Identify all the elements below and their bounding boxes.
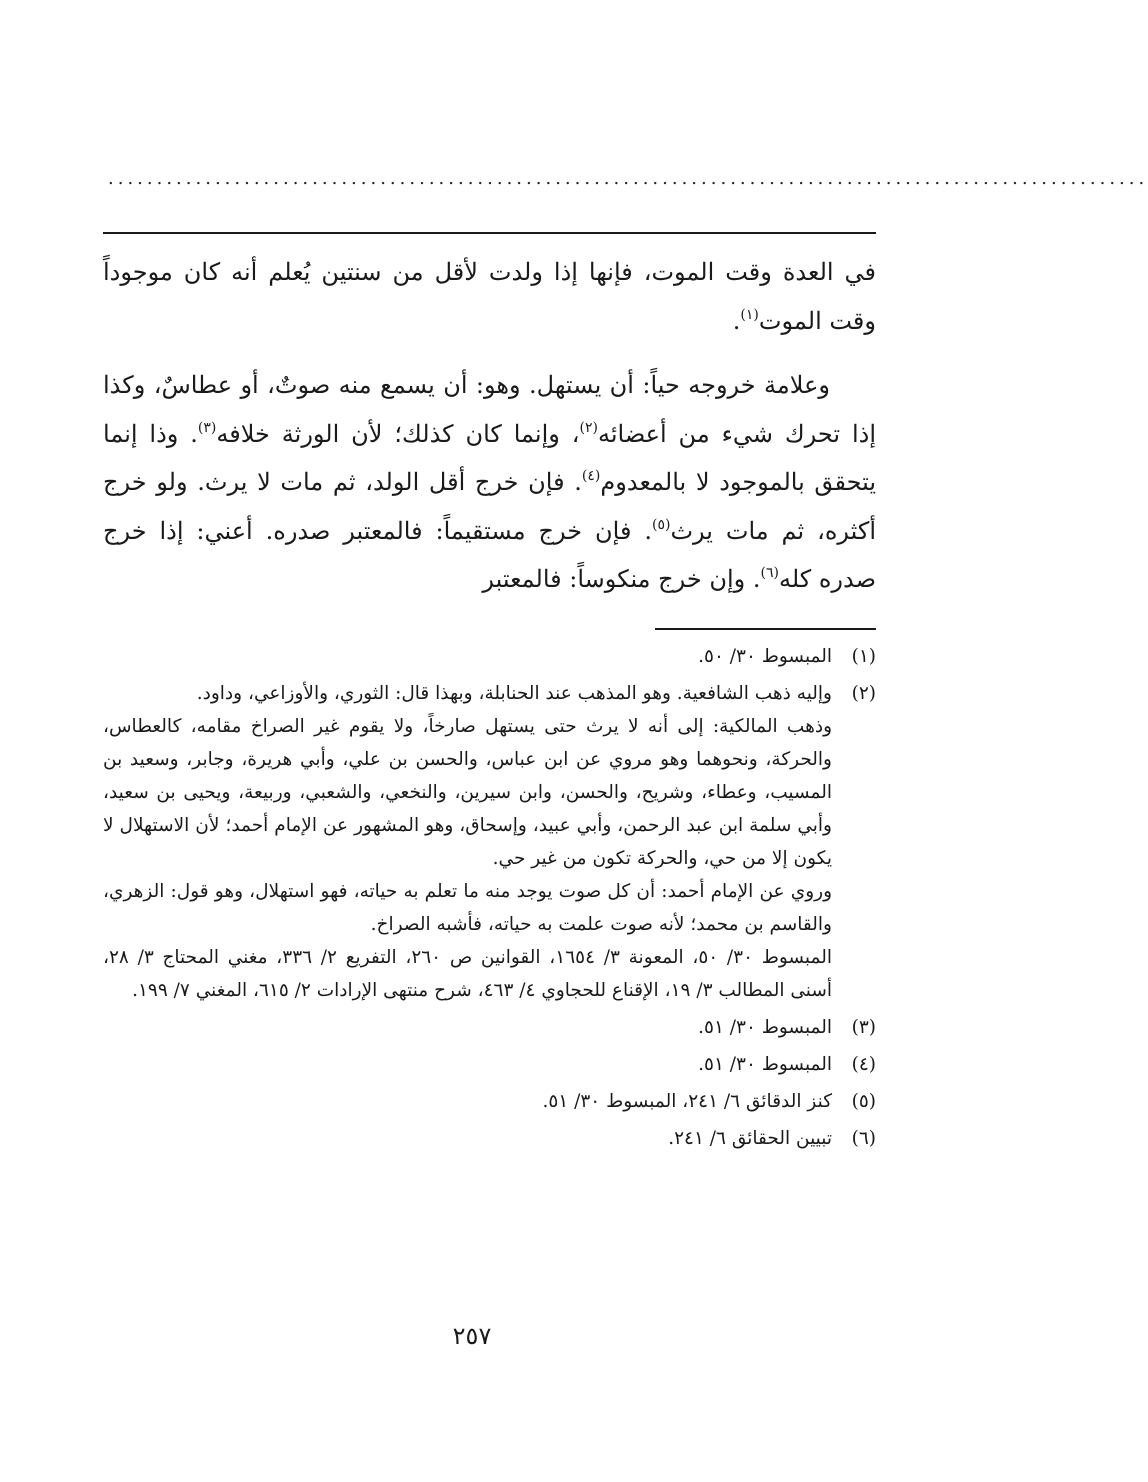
footnote-ref-3: (٣) xyxy=(197,419,217,436)
footnote-text: المبسوط ٣٠/ ٥٠. xyxy=(698,646,832,667)
footnote-ref-2: (٢) xyxy=(579,419,598,436)
footnote-text: المبسوط ٣٠/ ٥٠، المعونة ٣/ ١٦٥٤، القوانين ص ٢٦٠، التفريع ٢/ ٣٣٦، مغني المحتاج ٣/ ٢٨، أسنى المطالب ٣/ ١٩، الإقناع للحجاوي ٤/ ٤٦٣، شرح منتهى الإرادات ٢/ ٦١٥، المغني ٧/ ١٩٩. xyxy=(103,947,832,1001)
footnote-ref-6: (٦) xyxy=(760,565,779,581)
paragraph-2-text-c: . وذا إنما يتحقق بالموجود لا بالمعدوم xyxy=(103,419,877,496)
header-rule xyxy=(103,232,876,234)
footnote-rule xyxy=(655,628,876,630)
footnote-text: المبسوط ٣٠/ ٥١. xyxy=(698,1017,832,1038)
footnote-number: (٦) xyxy=(851,1128,876,1149)
footnote-text: وذهب المالكية: إلى أنه لا يرث حتى يستهل صارخاً، ولا يقوم غير الصراخ مقامه، كالعطاس، والحركة، ونحوهما وهو مروي عن ابن عباس، والحسن بن علي، وأبي هريرة، وجابر، وسعيد بن المسيب، وعطاء، وشريح، والحسن، وابن سيرين، والنخعي، والشعبي، وربيعة، ويحيى بن سعيد، وأبي سلمة ابن عبد الرحمن، وأبي عبيد، وإسحاق، وهو المشهور عن الإمام أحمد؛ لأن الاستهلال لا يكون إلا من حي، والحركة تكون من غير حي. xyxy=(103,716,832,869)
footnote-item xyxy=(103,640,876,673)
footnote-text: وإليه ذهب الشافعية. وهو المذهب عند الحنابلة، وبهذا قال: الثوري، والأوزاعي، وداود. xyxy=(196,683,832,704)
footnote-text: تبيين الحقائق ٦/ ٢٤١. xyxy=(668,1128,832,1149)
paragraph-2-text-b: ، وإنما كان كذلك؛ لأن الورثة خلافه xyxy=(216,419,580,448)
footnote-text: كنز الدقائق ٦/ ٢٤١، المبسوط ٣٠/ ٥١. xyxy=(542,1091,832,1112)
footnotes xyxy=(103,640,876,1155)
footnote-item xyxy=(103,1011,876,1044)
paragraph-2-text-d: . فإن خرج أقل الولد، ثم مات لا يرث. ولو خرج أكثره، ثم مات يرث xyxy=(103,468,876,545)
footnote-ref-4: (٤) xyxy=(581,468,601,484)
footnote-item xyxy=(103,1085,876,1118)
paragraph-1-end: . xyxy=(732,306,741,335)
footnote-text: المبسوط ٣٠/ ٥١. xyxy=(698,1054,832,1075)
footnote-item xyxy=(103,677,876,1007)
footnote-item xyxy=(103,1122,876,1155)
footnote-item xyxy=(103,1048,876,1081)
paragraph-1 xyxy=(103,248,876,345)
footnote-ref-5: (٥) xyxy=(651,516,671,533)
footnote-number: (٤) xyxy=(851,1054,876,1075)
paragraph-2 xyxy=(103,361,876,604)
footnote-text: وروي عن الإمام أحمد: أن كل صوت يوجد منه ما تعلم به حياته، فهو استهلال، وهو قول: الزهري، والقاسم بن محمد؛ لأنه صوت علمت به حياته، فأشبه الصراخ. xyxy=(103,881,832,935)
paragraph-2-text-e: . فإن خرج مستقيماً: فالمعتبر صدره. أعني: إذا خرج صدره كله xyxy=(103,516,876,593)
paragraph-1-text: في العدة وقت الموت، فإنها إذا ولدت لأقل من سنتين يُعلم أنه كان موجوداً وقت الموت xyxy=(103,258,876,335)
main-text xyxy=(103,248,876,604)
page-number: ٢٥٧ xyxy=(452,1322,492,1350)
paragraph-2-text-f: . وإن خرج منكوساً: فالمعتبر xyxy=(482,565,761,593)
footnote-number: (١) xyxy=(851,646,876,667)
footnote-number: (٥) xyxy=(851,1091,876,1112)
dotted-separator: ........................................................................................................... xyxy=(108,168,1148,189)
paragraph-2-text-a: وعلامة خروجه حياً: أن يستهل. وهو: أن يسمع منه صوتٌ، أو عطاسٌ، وكذا إذا تحرك شيء من أعضائه xyxy=(103,371,876,448)
footnote-ref-1: (١) xyxy=(740,306,759,323)
footnote-number: (٢) xyxy=(851,683,876,704)
footnote-number: (٣) xyxy=(851,1017,876,1038)
